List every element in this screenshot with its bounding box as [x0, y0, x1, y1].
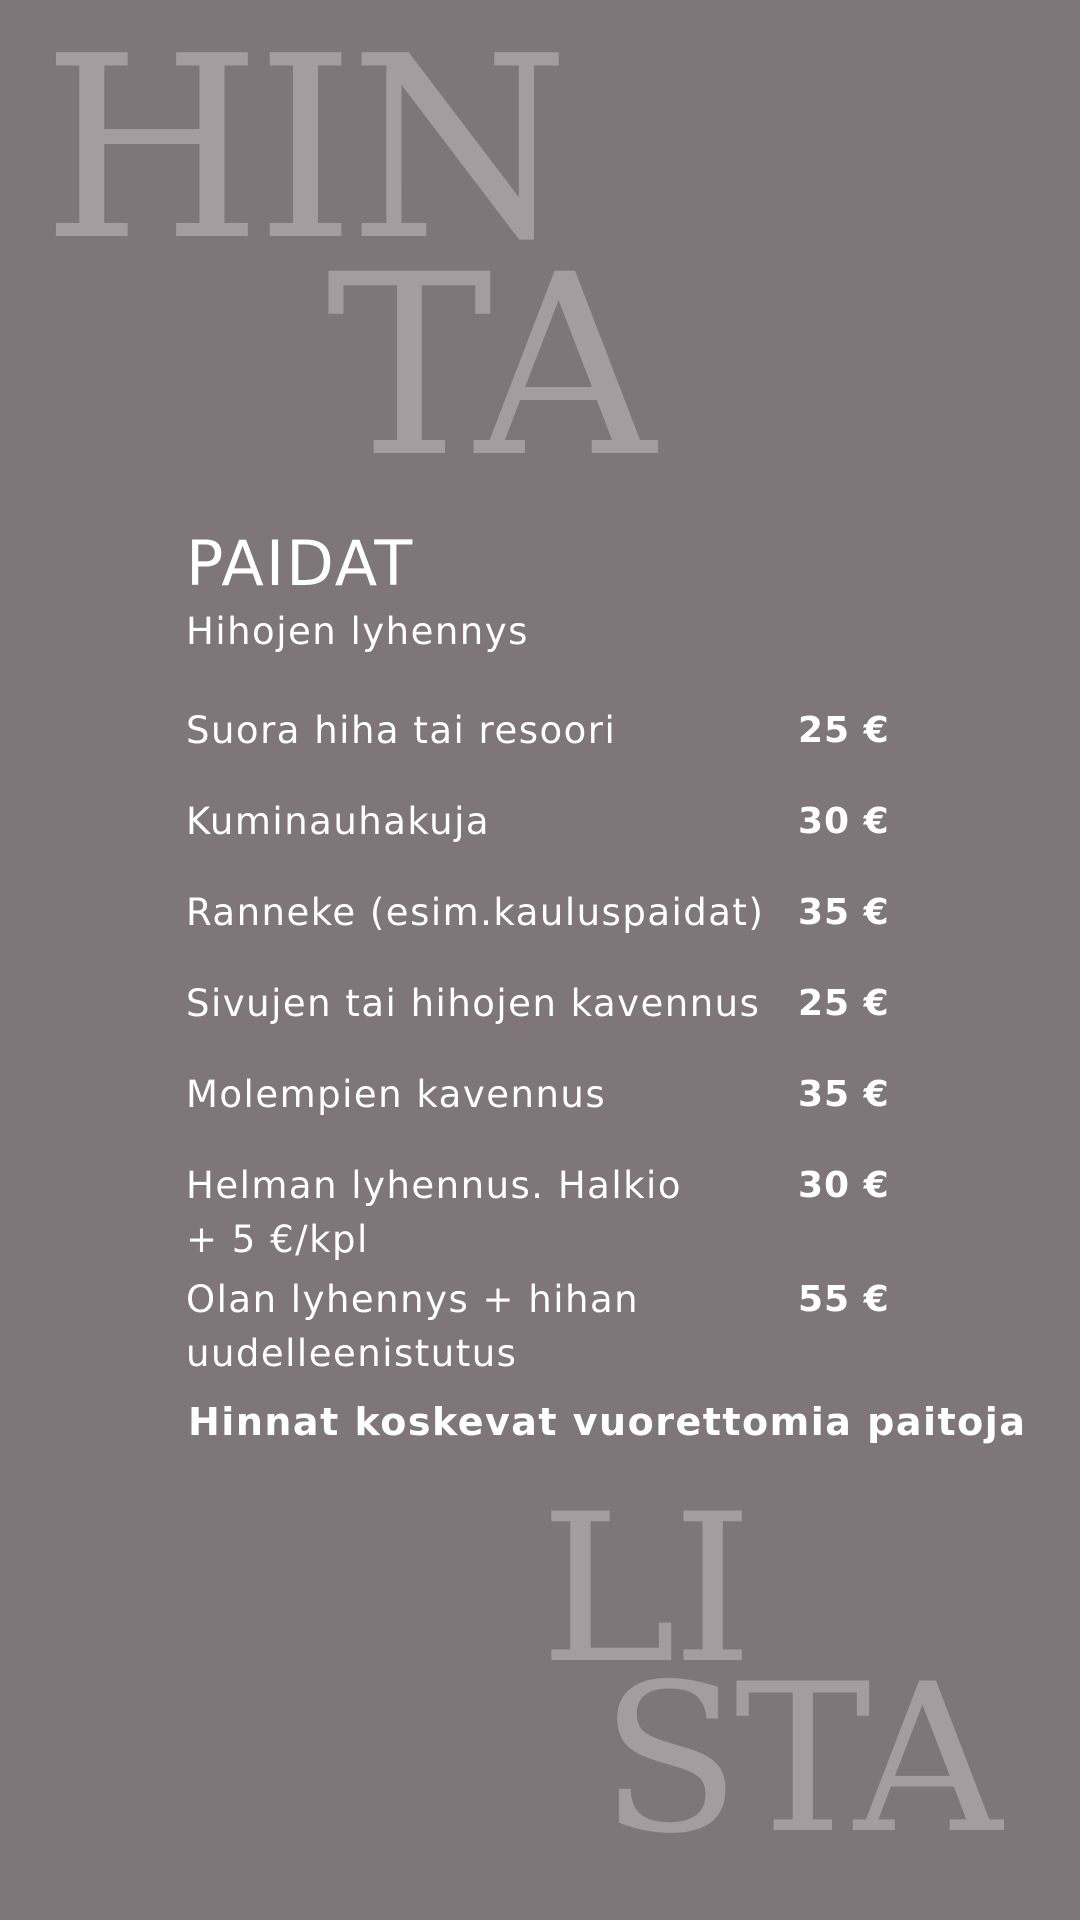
item-price: 55 €	[798, 1279, 890, 1320]
price-list	[186, 527, 1027, 1444]
price-note: Hinnat koskevat vuorettomia paitoja	[188, 1400, 1027, 1444]
item-price: 35 €	[798, 892, 890, 933]
item-label: Suora hiha tai resoori	[186, 709, 617, 752]
section-subtitle: Hihojen lyhennys	[186, 610, 529, 654]
item-label: Molempien kavennus	[186, 1073, 607, 1116]
section-title: PAIDAT	[186, 527, 415, 600]
decorative-title-ta: TA	[326, 221, 652, 512]
item-price: 25 €	[798, 983, 890, 1024]
item-price: 25 €	[798, 710, 890, 751]
item-price: 35 €	[798, 1074, 890, 1115]
item-label: Sivujen tai hihojen kavennus	[186, 982, 761, 1025]
item-label: Olan lyhennys + hihan uudelleenistutus	[186, 1278, 640, 1375]
item-label: Helman lyhennus. Halkio + 5 €/kpl	[186, 1164, 682, 1261]
item-price: 30 €	[798, 801, 890, 842]
item-label: Kuminauhakuja	[186, 800, 491, 843]
item-label: Ranneke (esim.kauluspaidat)	[186, 891, 765, 934]
item-price: 30 €	[798, 1165, 890, 1206]
decorative-title-li: LI	[540, 1471, 750, 1709]
decorative-title-sta: STA	[600, 1641, 997, 1879]
decorative-title-hin: HIN	[42, 3, 564, 296]
